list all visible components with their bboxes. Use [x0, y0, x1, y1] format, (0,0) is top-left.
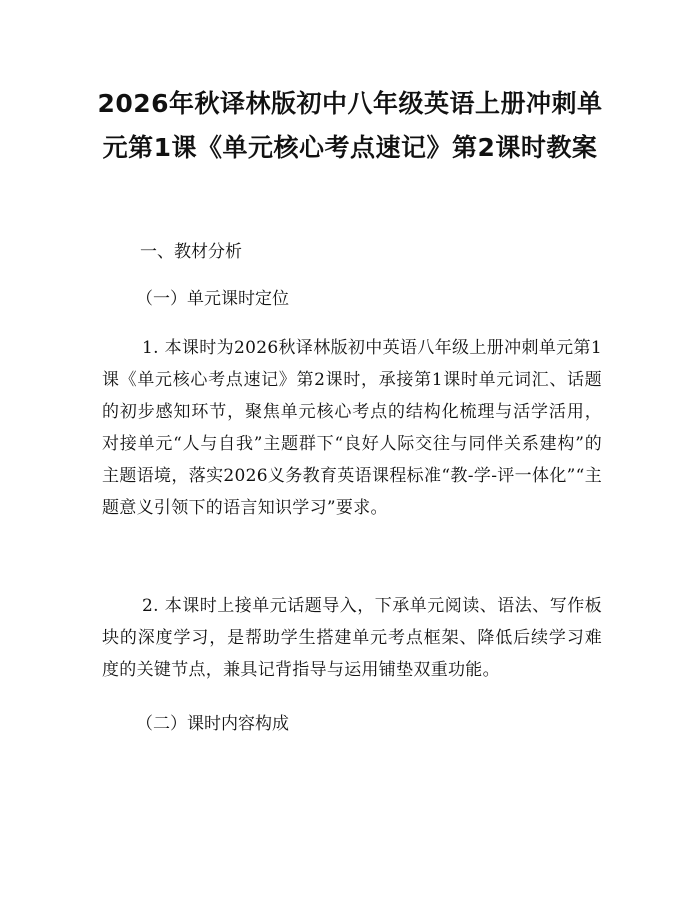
section-heading-textbook-analysis: 一、教材分析 [140, 242, 242, 262]
paragraph-1: 1. 本课时为2026秋译林版初中英语八年级上册冲刺单元第1课《单元核心考点速记》第2课时，承接第1课时单元词汇、话题的初步感知环节，聚焦单元核心考点的结构化梳理与活学活用，对接单元“人与自我”主题群下“良好人际交往与同伴关系建构”的主题语境，落实2026义务教育英语课程标准“教-学-评一体化”“主题意义引领下的语言知识学习”要求。 [102, 338, 602, 518]
subsection-heading-content-composition: （二）课时内容构成 [136, 714, 289, 734]
subsection-heading-lesson-positioning: （一）单元课时定位 [136, 289, 289, 309]
paragraph-2: 2. 本课时上接单元话题导入，下承单元阅读、语法、写作板块的深度学习，是帮助学生搭建单元考点框架、降低后续学习难度的关键节点，兼具记背指导与运用铺垫双重功能。 [102, 596, 602, 680]
document-title: 2026年秋译林版初中八年级英语上册冲刺单元第1课《单元核心考点速记》第2课时教案 [97, 89, 603, 162]
